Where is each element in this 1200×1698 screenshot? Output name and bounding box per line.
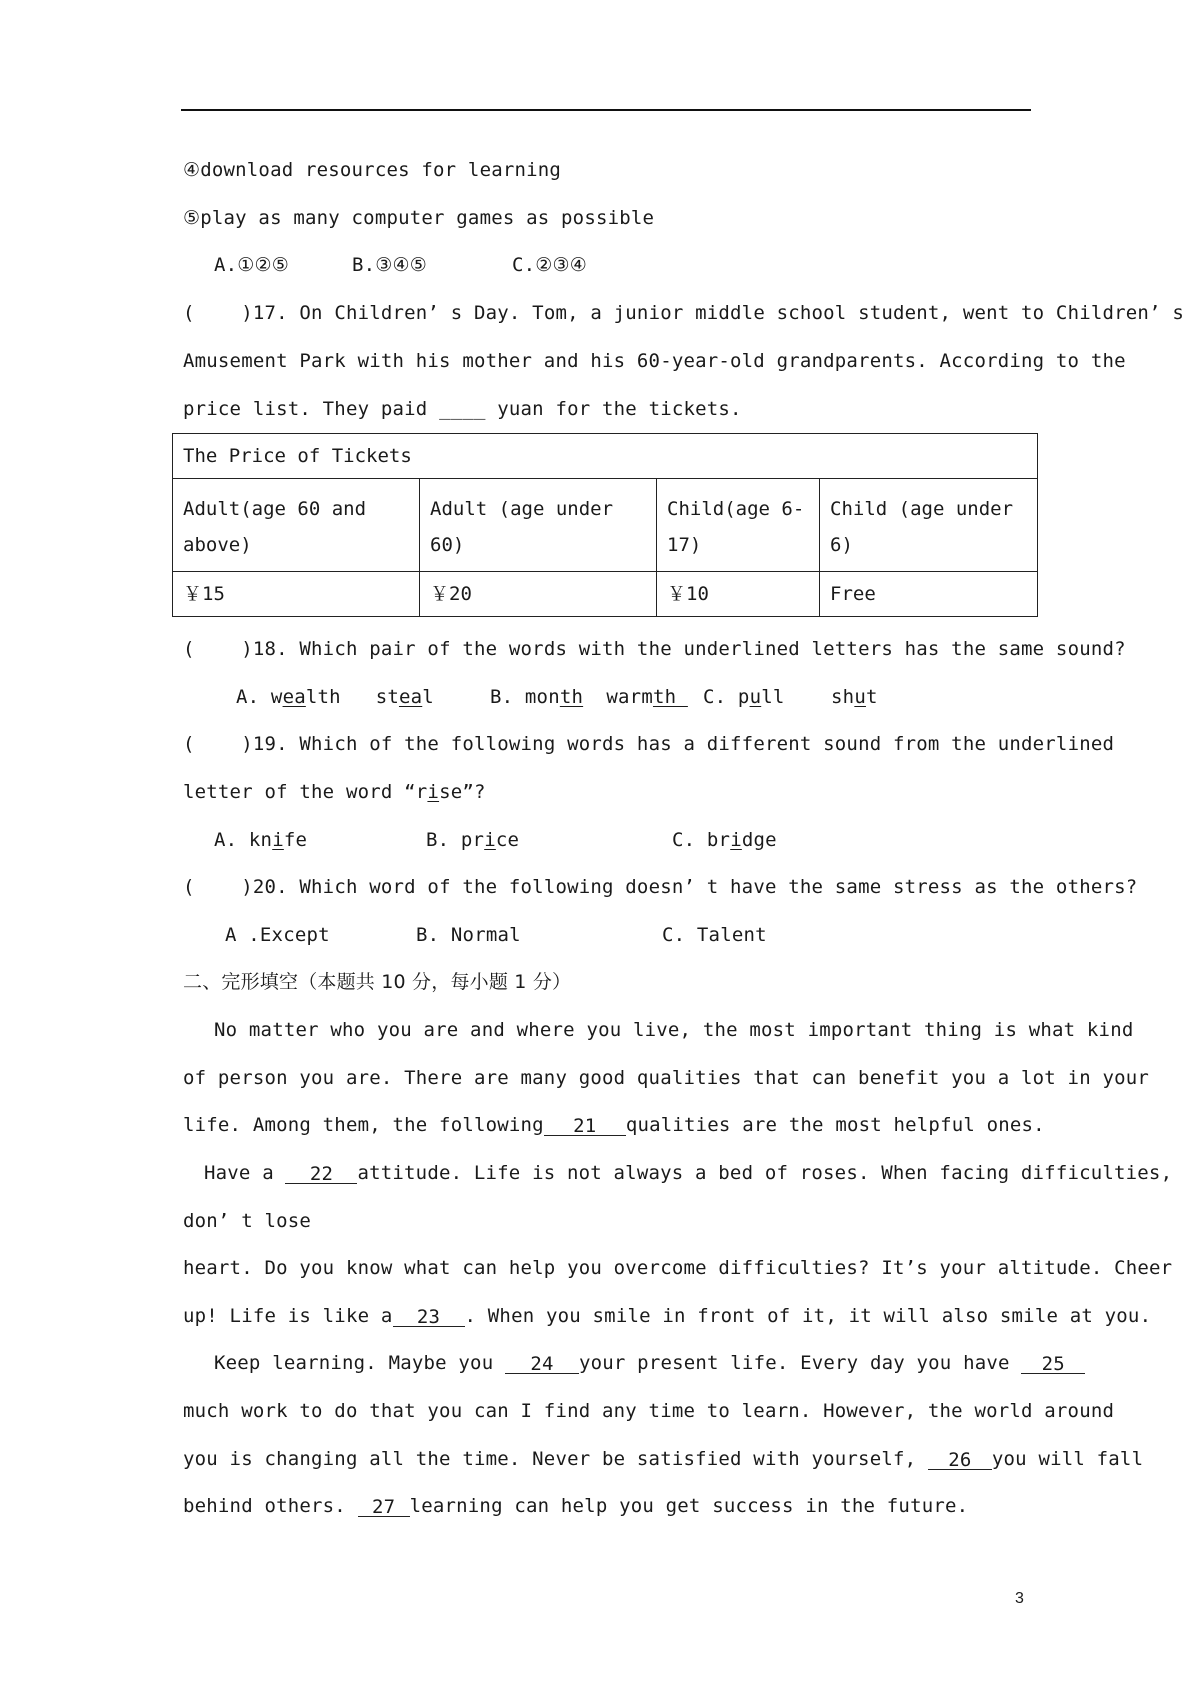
q17-answer-blank: ____ xyxy=(439,398,486,420)
header-child-under-6: Child (age under 6) xyxy=(820,479,1038,572)
passage-p1-line2: of person you are. There are many good qualities that can benefit you a lot in your xyxy=(183,1067,1150,1089)
passage-p3-line1: Keep learning. Maybe you 24 your present life. Every day you have 25 xyxy=(214,1352,1085,1374)
passage-p1-line1: No matter who you are and where you live, the most important thing is what kind xyxy=(214,1019,1134,1041)
q18-option-c: C. pull shut xyxy=(703,686,878,708)
price-table xyxy=(172,433,1038,617)
q17-paren: ( ) xyxy=(183,302,253,324)
option-item-5: ⑤play as many computer games as possible xyxy=(183,207,655,229)
price-child-under-6: Free xyxy=(820,572,1038,617)
header-child-6-17: Child(age 6-17) xyxy=(657,479,820,572)
passage-p3-line2: much work to do that you can I find any time to learn. However, the world around xyxy=(183,1400,1115,1422)
price-table-title-row xyxy=(173,434,1038,479)
q19-option-c: C. bridge xyxy=(672,829,777,851)
blank-22[interactable]: 22 xyxy=(285,1163,357,1184)
price-adult-under-60: ￥20 xyxy=(420,572,657,617)
price-child-6-17: ￥10 xyxy=(657,572,820,617)
q18-paren: ( ) xyxy=(183,638,253,660)
price-table-title: The Price of Tickets xyxy=(173,434,1038,479)
q20-option-c: C. Talent xyxy=(662,924,767,946)
blank-21[interactable]: 21 xyxy=(544,1115,626,1136)
section-heading: 二、完形填空（本题共 10 分，每小题 1 分） xyxy=(183,971,572,993)
blank-24[interactable]: 24 xyxy=(505,1353,579,1374)
passage-p2-line3: heart. Do you know what can help you overcome difficulties? It’s your altitude. Cheer xyxy=(183,1257,1173,1279)
passage-p2-line2: don’ t lose xyxy=(183,1210,312,1232)
q20-option-a: A .Except xyxy=(225,924,330,946)
q20-option-b: B. Normal xyxy=(416,924,521,946)
q19-line1: ( )19. Which of the following words has a different sound from the underlined xyxy=(183,733,1115,755)
price-table-header-row xyxy=(173,479,1038,572)
q19-option-a: A. knife xyxy=(214,829,308,851)
option-a: A.①②⑤ xyxy=(214,254,289,276)
passage-p2-line4: up! Life is like a 23 . When you smile in front of it, it will also smile at you. xyxy=(183,1305,1152,1328)
q17-line2: Amusement Park with his mother and his 60-year-old grandparents. According to the xyxy=(183,350,1126,372)
blank-27[interactable]: 27 xyxy=(358,1496,410,1517)
page-number: 3 xyxy=(1015,1590,1024,1607)
q18-option-a: A. wealth steal xyxy=(236,686,434,708)
blank-25[interactable]: 25 xyxy=(1021,1353,1085,1374)
option-b: B.③④⑤ xyxy=(352,254,427,276)
blank-23[interactable]: 23 xyxy=(393,1306,465,1327)
q17-line3: price list. They paid ____ yuan for the tickets. xyxy=(183,398,742,420)
q18-option-b: B. month warmth xyxy=(490,686,688,708)
blank-26[interactable]: 26 xyxy=(928,1449,992,1470)
header-adult-60-above: Adult(age 60 and above) xyxy=(173,479,420,572)
passage-p1-line3: life. Among them, the following 21 qualities are the most helpful ones. xyxy=(183,1114,1045,1137)
q19-paren: ( ) xyxy=(183,733,253,755)
q18-line: ( )18. Which pair of the words with the underlined letters has the same sound? xyxy=(183,638,1126,660)
passage-p3-line3: you is changing all the time. Never be satisfied with yourself, 26 you will fall xyxy=(183,1448,1144,1471)
price-table-value-row xyxy=(173,572,1038,617)
passage-p3-line4: behind others. 27 learning can help you get success in the future. xyxy=(183,1495,969,1518)
header-rule xyxy=(181,109,1031,111)
q17-line1: ( )17. On Children’ s Day. Tom, a junior middle school student, went to Children’ s xyxy=(183,302,1184,324)
price-adult-60-above: ￥15 xyxy=(173,572,420,617)
q19-option-b: B. price xyxy=(426,829,520,851)
option-item-4: ④download resources for learning xyxy=(183,159,562,181)
option-c: C.②③④ xyxy=(512,254,587,276)
q20-paren: ( ) xyxy=(183,876,253,898)
passage-p2-line1: Have a 22 attitude. Life is not always a bed of roses. When facing difficulties, xyxy=(204,1162,1173,1185)
q19-line2: letter of the word “rise”? xyxy=(183,781,486,803)
q20-line: ( )20. Which word of the following doesn’ t have the same stress as the others? xyxy=(183,876,1138,898)
header-adult-under-60: Adult (age under 60) xyxy=(420,479,657,572)
